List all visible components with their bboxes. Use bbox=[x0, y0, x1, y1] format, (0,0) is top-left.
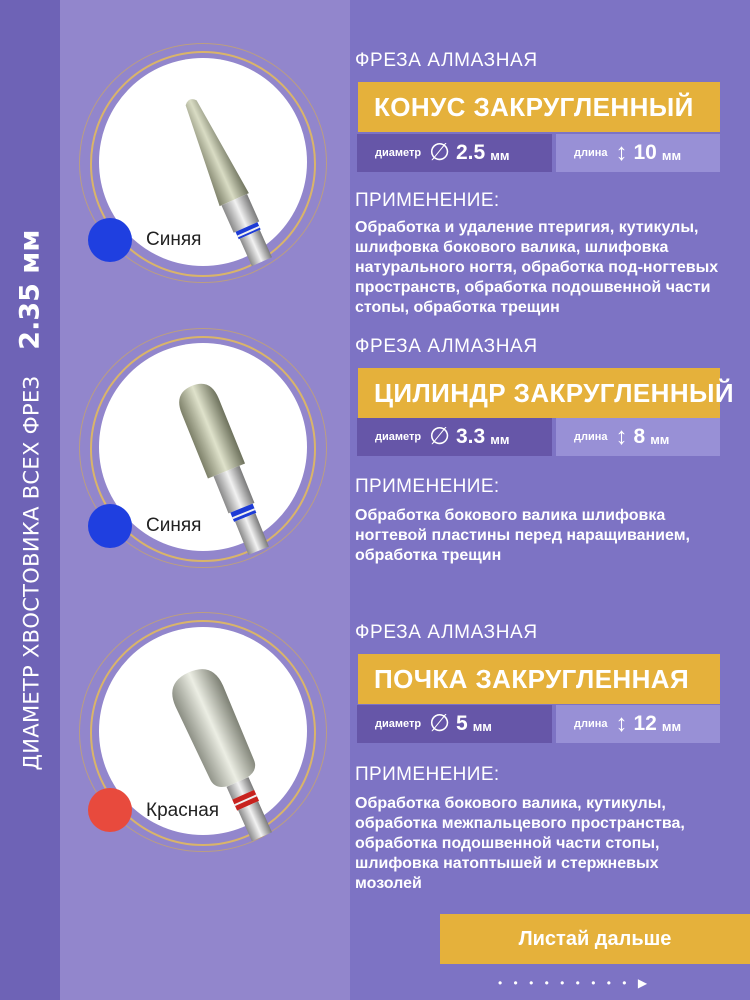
product-title: ПОЧКА ЗАКРУГЛЕННАЯ bbox=[358, 654, 720, 704]
application-text: Обработка и удаление птеригия, кутикулы, шлифовка бокового валика, шлифовка натурального ногтя, обработка под-ногтевых пространств, обработка подошвенной части стопы, обработка трещин bbox=[355, 219, 719, 316]
diameter-label: диаметр bbox=[375, 431, 422, 443]
diameter-label: диаметр bbox=[375, 718, 422, 730]
product-type: ФРЕЗА АЛМАЗНАЯ bbox=[355, 622, 538, 643]
color-dot-red bbox=[88, 788, 132, 832]
diameter-unit: мм bbox=[490, 431, 510, 447]
color-dot-blue bbox=[88, 504, 132, 548]
image-panel bbox=[60, 0, 350, 1000]
application-heading: ПРИМЕНЕНИЕ: bbox=[355, 476, 500, 497]
color-label: Красная bbox=[146, 800, 220, 821]
diameter-spec bbox=[357, 134, 552, 172]
shank-diameter-label: ДИАМЕТР ХВОСТОВИКА ВСЕХ ФРЕЗ bbox=[19, 375, 44, 771]
length-value: 12 bbox=[633, 712, 657, 735]
swipe-next-button[interactable]: Листай дальше bbox=[440, 914, 750, 964]
length-arrow-icon: ↕ bbox=[615, 423, 628, 450]
diameter-value: 5 bbox=[456, 712, 468, 735]
length-label: длина bbox=[574, 431, 608, 443]
diameter-label: диаметр bbox=[375, 147, 422, 159]
product-title: ЦИЛИНДР ЗАКРУГЛЕННЫЙ bbox=[358, 368, 720, 418]
length-value: 10 bbox=[633, 141, 657, 164]
color-label: Синяя bbox=[146, 229, 202, 250]
diameter-icon: ∅ bbox=[429, 710, 450, 737]
length-label: длина bbox=[574, 147, 608, 159]
diameter-value: 2.5 bbox=[456, 141, 486, 164]
application-text: Обработка бокового валика, кутикулы, обработка межпальцевого пространства, обработка подошвенной части стопы, шлифовка натоптышей и стержневых мозолей bbox=[355, 795, 685, 892]
diameter-spec bbox=[357, 705, 552, 743]
sidebar bbox=[0, 0, 60, 1000]
length-spec bbox=[556, 705, 720, 743]
shank-diameter-caption bbox=[15, 230, 46, 771]
length-unit: мм bbox=[661, 147, 682, 163]
length-unit: мм bbox=[650, 431, 670, 447]
length-arrow-icon: ↕ bbox=[615, 139, 628, 166]
product-type: ФРЕЗА АЛМАЗНАЯ bbox=[355, 336, 538, 357]
diameter-spec bbox=[357, 418, 552, 456]
carousel-pager[interactable]: • • • • • • • • • ▶ bbox=[498, 976, 652, 990]
diameter-unit: мм bbox=[490, 147, 510, 163]
length-value: 8 bbox=[633, 425, 646, 448]
diameter-icon: ∅ bbox=[429, 139, 450, 166]
length-label: длина bbox=[574, 718, 608, 730]
color-dot-blue bbox=[88, 218, 132, 262]
shank-diameter-value: 2.35 мм bbox=[14, 229, 46, 350]
application-text: Обработка бокового валика шлифовка ногтевой пластины перед наращиванием, обработка трещин bbox=[355, 507, 690, 564]
length-unit: мм bbox=[661, 718, 682, 734]
product-title: КОНУС ЗАКРУГЛЕННЫЙ bbox=[358, 82, 720, 132]
diameter-value: 3.3 bbox=[456, 425, 486, 448]
color-label: Синяя bbox=[146, 515, 202, 536]
diameter-unit: мм bbox=[472, 718, 492, 734]
application-heading: ПРИМЕНЕНИЕ: bbox=[355, 764, 500, 785]
length-arrow-icon: ↕ bbox=[615, 710, 628, 737]
length-spec bbox=[556, 418, 720, 456]
application-heading: ПРИМЕНЕНИЕ: bbox=[355, 190, 500, 211]
length-spec bbox=[556, 134, 720, 172]
diameter-icon: ∅ bbox=[429, 423, 450, 450]
product-type: ФРЕЗА АЛМАЗНАЯ bbox=[355, 50, 538, 71]
